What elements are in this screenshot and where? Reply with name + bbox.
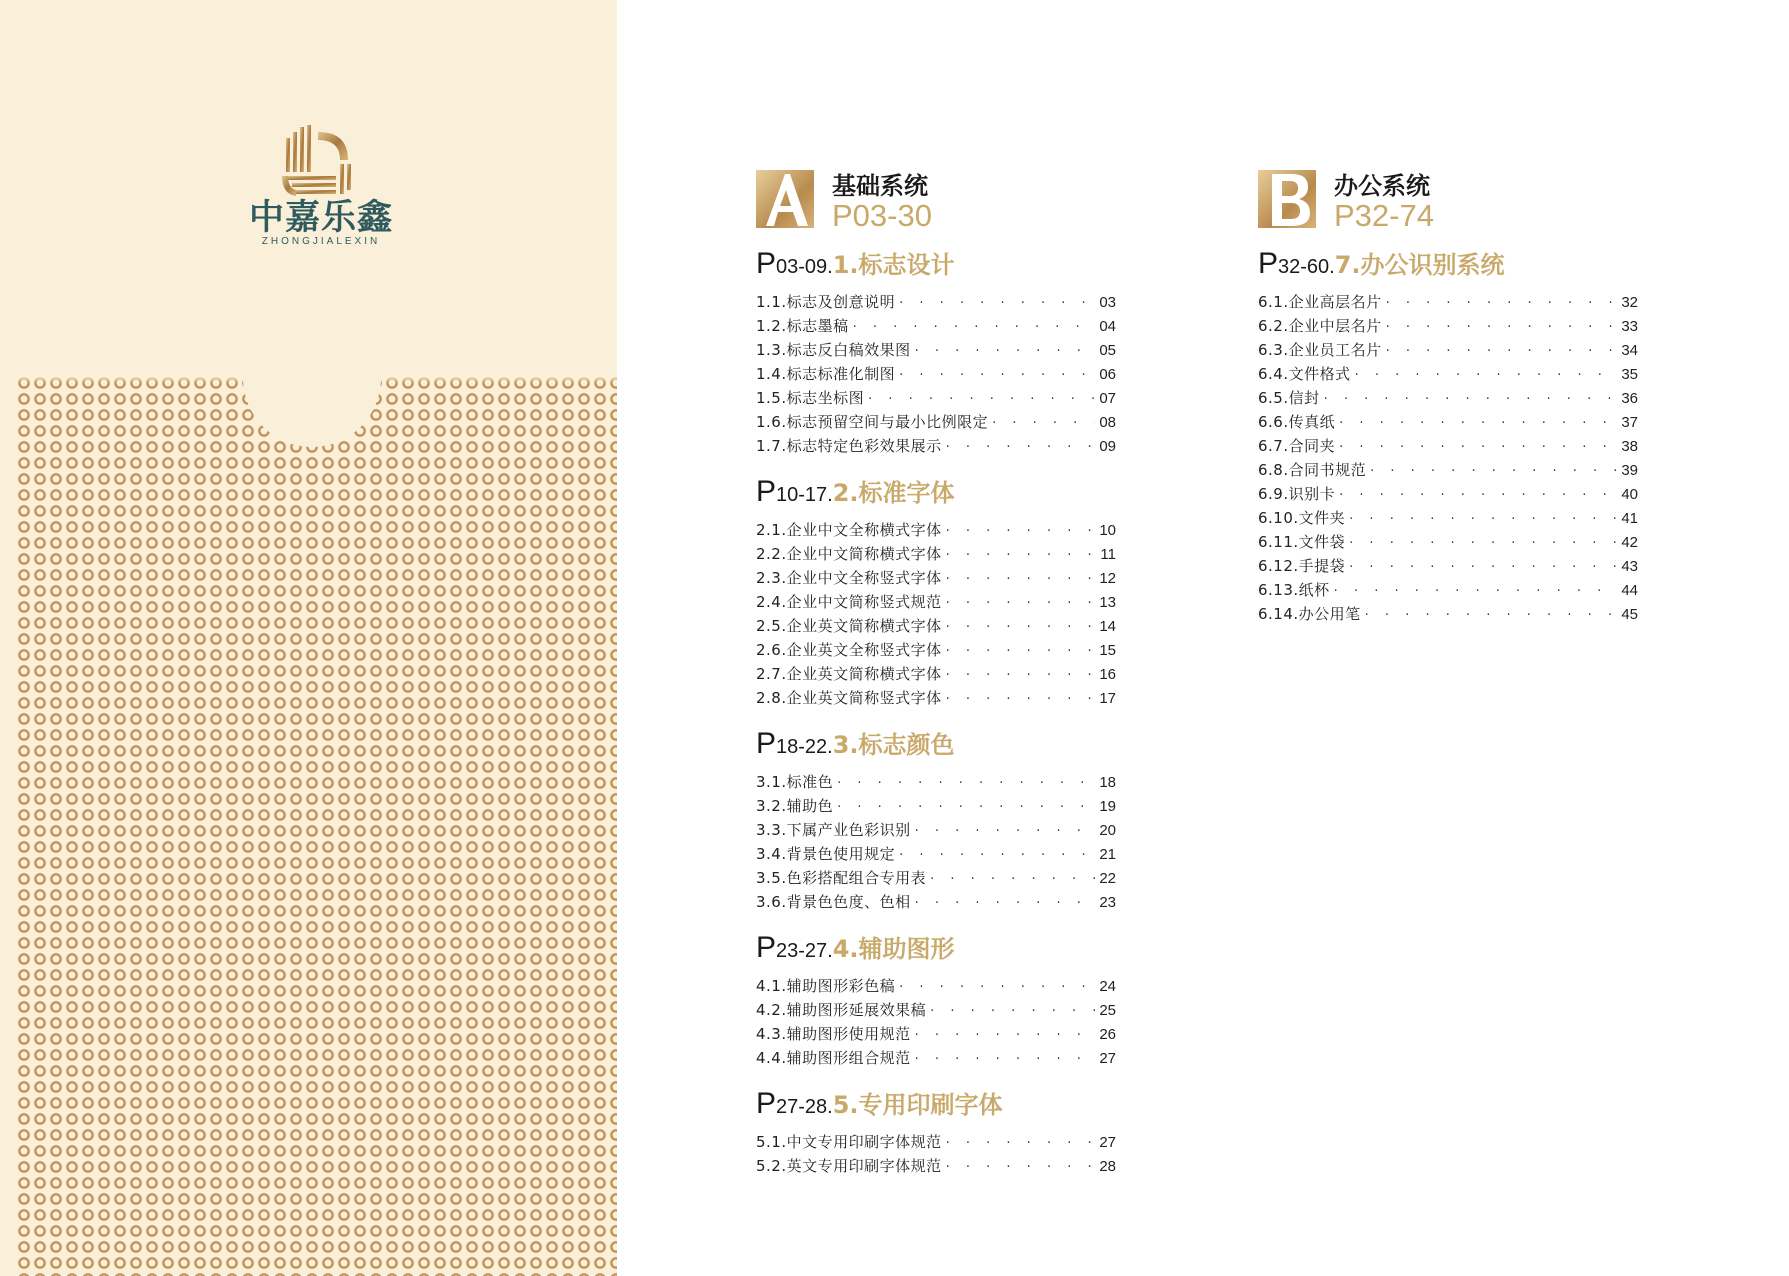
toc-entry-label: 6.7.合同夹 (1258, 437, 1336, 455)
toc-entry-list (756, 974, 1116, 1070)
dot-leader (946, 688, 1096, 712)
toc-entry[interactable] (756, 434, 1116, 458)
toc-entry-page: 22 (1099, 870, 1116, 887)
toc-entry[interactable] (756, 290, 1116, 314)
toc-entry-page: 16 (1099, 666, 1116, 683)
toc-entry-page: 24 (1099, 978, 1116, 995)
toc-entry-label: 1.2.标志墨稿 (756, 317, 849, 335)
toc-entry[interactable] (756, 638, 1116, 662)
toc-entry-label: 2.5.企业英文简称横式字体 (756, 617, 942, 635)
toc-entry-label: 6.1.企业高层名片 (1258, 293, 1382, 311)
toc-entry-label: 5.2.英文专用印刷字体规范 (756, 1157, 942, 1175)
chapter-heading[interactable] (756, 244, 1116, 284)
toc-entry[interactable] (756, 842, 1116, 866)
dot-leader (1355, 364, 1618, 388)
dot-leader (946, 1132, 1096, 1156)
cover-panel (0, 0, 617, 1276)
toc-entry-label: 3.5.色彩搭配组合专用表 (756, 869, 927, 887)
toc-entry[interactable] (1258, 530, 1638, 554)
toc-entry[interactable] (1258, 506, 1638, 530)
toc-entry-label: 1.7.标志特定色彩效果展示 (756, 437, 942, 455)
system-title: 基础系统 (832, 172, 928, 200)
dot-leader (946, 436, 1096, 460)
toc-entry-page: 07 (1099, 390, 1116, 407)
toc-entry-page: 32 (1621, 294, 1638, 311)
dot-leader (946, 520, 1096, 544)
toc-entry-page: 06 (1099, 366, 1116, 383)
toc-entry[interactable] (1258, 554, 1638, 578)
dot-leader (1334, 580, 1618, 604)
toc-entry-label: 2.6.企业英文全称竖式字体 (756, 641, 942, 659)
toc-entry-page: 42 (1621, 534, 1638, 551)
toc-entry-page: 27 (1099, 1134, 1116, 1151)
toc-column-office-system (1258, 170, 1638, 626)
chapter-heading[interactable] (756, 928, 1116, 968)
toc-entry-label: 4.2.辅助图形延展效果稿 (756, 1001, 927, 1019)
dot-leader (915, 1024, 1096, 1048)
dot-leader (946, 592, 1096, 616)
toc-entry-label: 6.13.纸杯 (1258, 581, 1330, 599)
toc-entry-page: 13 (1099, 594, 1116, 611)
toc-entry[interactable] (756, 794, 1116, 818)
toc-entry-page: 09 (1099, 438, 1116, 455)
toc-entry-page: 35 (1621, 366, 1638, 383)
dot-leader (946, 568, 1096, 592)
toc-entry-label: 6.8.合同书规范 (1258, 461, 1367, 479)
toc-entry-page: 03 (1099, 294, 1116, 311)
toc-entry[interactable] (756, 866, 1116, 890)
chapter-page-prefix: P (756, 931, 777, 964)
chapter-page-prefix: P (756, 247, 777, 280)
dot-leader (837, 772, 1095, 796)
chapter-title: 2.标准字体 (832, 479, 955, 507)
toc-entry[interactable] (756, 998, 1116, 1022)
toc-entry-page: 41 (1621, 510, 1638, 527)
toc-entry-label: 3.1.标准色 (756, 773, 834, 791)
toc-entry-label: 4.4.辅助图形组合规范 (756, 1049, 911, 1067)
toc-entry-label: 1.6.标志预留空间与最小比例限定 (756, 413, 989, 431)
toc-entry-label: 4.1.辅助图形彩色稿 (756, 977, 896, 995)
letter-b-icon (1258, 170, 1316, 228)
dot-leader (1386, 316, 1618, 340)
dot-leader (915, 820, 1096, 844)
toc-entry[interactable] (756, 1022, 1116, 1046)
dot-leader (1349, 532, 1617, 556)
chapter-page-prefix: P (756, 1087, 777, 1120)
toc-entry-page: 37 (1621, 414, 1638, 431)
dot-leader (837, 796, 1095, 820)
chapter-heading[interactable] (756, 1084, 1116, 1124)
chapter-page-range: 32-60. (1278, 256, 1335, 278)
toc-entry-list (756, 290, 1116, 458)
toc-entry-page: 45 (1621, 606, 1638, 623)
toc-entry[interactable] (756, 314, 1116, 338)
toc-entry-label: 6.11.文件袋 (1258, 533, 1346, 551)
toc-entry[interactable] (756, 410, 1116, 434)
chapter-page-prefix: P (756, 475, 777, 508)
toc-entry[interactable] (1258, 458, 1638, 482)
dot-leader (915, 340, 1096, 364)
chapter-title: 4.辅助图形 (832, 935, 955, 963)
toc-entry[interactable] (756, 590, 1116, 614)
dot-leader (1339, 484, 1617, 508)
toc-entry[interactable] (1258, 338, 1638, 362)
toc-entry-label: 1.3.标志反白稿效果图 (756, 341, 911, 359)
dot-leader (915, 1048, 1096, 1072)
chapter-title: 1.标志设计 (832, 251, 955, 279)
toc-entry-label: 3.2.辅助色 (756, 797, 834, 815)
toc-entry-label: 6.14.办公用笔 (1258, 605, 1361, 623)
toc-entry[interactable] (1258, 482, 1638, 506)
toc-entry-page: 27 (1099, 1050, 1116, 1067)
dot-leader (1324, 388, 1618, 412)
toc-entry-label: 3.3.下属产业色彩识别 (756, 821, 911, 839)
toc-entry-page: 40 (1621, 486, 1638, 503)
chapter-heading[interactable] (756, 472, 1116, 512)
chapter-title: 3.标志颜色 (832, 731, 955, 759)
chapter-page-range: 23-27. (776, 940, 833, 962)
toc-entry[interactable] (1258, 410, 1638, 434)
dot-leader (899, 976, 1095, 1000)
dot-leader (1339, 412, 1617, 436)
toc-entry[interactable] (1258, 578, 1638, 602)
dot-leader (930, 1000, 1095, 1024)
chapter-page-range: 27-28. (776, 1096, 833, 1118)
toc-entry-label: 1.1.标志及创意说明 (756, 293, 896, 311)
toc-entry-label: 6.10.文件夹 (1258, 509, 1346, 527)
toc-entry[interactable] (756, 1046, 1116, 1070)
toc-entry-page: 21 (1099, 846, 1116, 863)
dot-leader (899, 364, 1095, 388)
toc-entry-label: 2.4.企业中文简称竖式规范 (756, 593, 942, 611)
letter-a-icon (756, 170, 814, 228)
toc-entry-page: 39 (1621, 462, 1638, 479)
dot-leader (946, 1156, 1096, 1180)
toc-entry-page: 19 (1099, 798, 1116, 815)
chapter-page-prefix: P (1258, 247, 1279, 280)
toc-entry-label: 2.2.企业中文简称横式字体 (756, 545, 942, 563)
toc-entry-page: 12 (1099, 570, 1116, 587)
toc-entry[interactable] (756, 686, 1116, 710)
chapter-heading[interactable] (1258, 244, 1638, 284)
toc-entry-page: 28 (1099, 1158, 1116, 1175)
toc-entry[interactable] (1258, 602, 1638, 626)
toc-entry-label: 6.3.企业员工名片 (1258, 341, 1382, 359)
system-header (1258, 170, 1638, 233)
dot-leader (1370, 460, 1617, 484)
chapter-page-range: 18-22. (776, 736, 833, 758)
toc-entry[interactable] (756, 1130, 1116, 1154)
toc-entry-label: 1.4.标志标准化制图 (756, 365, 896, 383)
toc-entry-page: 34 (1621, 342, 1638, 359)
dot-leader (946, 640, 1096, 664)
dot-leader (853, 316, 1096, 340)
dot-leader (1386, 340, 1618, 364)
toc-entry-label: 3.6.背景色色度、色相 (756, 893, 911, 911)
toc-entry-page: 10 (1099, 522, 1116, 539)
toc-entry[interactable] (756, 362, 1116, 386)
chapter-title: 7.办公识别系统 (1334, 251, 1505, 279)
chapter-heading[interactable] (756, 724, 1116, 764)
toc-column-basic-system (756, 170, 1116, 1178)
toc-entry[interactable] (1258, 434, 1638, 458)
brand-name: 中嘉乐鑫 (248, 198, 393, 238)
toc-entry[interactable] (1258, 386, 1638, 410)
toc-entry-page: 04 (1099, 318, 1116, 335)
dot-leader (915, 892, 1096, 916)
toc-entry[interactable] (756, 614, 1116, 638)
toc-entry-page: 44 (1621, 582, 1638, 599)
toc-entry-label: 2.1.企业中文全称横式字体 (756, 521, 942, 539)
toc-entry[interactable] (756, 890, 1116, 914)
toc-entry-label: 6.12.手提袋 (1258, 557, 1346, 575)
toc-entry-page: 38 (1621, 438, 1638, 455)
dot-leader (1339, 436, 1617, 460)
toc-entry-label: 6.2.企业中层名片 (1258, 317, 1382, 335)
toc-entry[interactable] (756, 338, 1116, 362)
toc-entry-label: 2.7.企业英文简称横式字体 (756, 665, 942, 683)
toc-entry-page: 36 (1621, 390, 1638, 407)
toc-entry-label: 4.3.辅助图形使用规范 (756, 1025, 911, 1043)
brand-pinyin: ZHONGJIALEXIN (261, 236, 381, 247)
toc-entry-page: 18 (1099, 774, 1116, 791)
toc-entry-label: 3.4.背景色使用规定 (756, 845, 896, 863)
toc-entry[interactable] (756, 662, 1116, 686)
toc-entry-page: 11 (1100, 546, 1116, 563)
dot-leader (946, 616, 1096, 640)
toc-entry[interactable] (756, 974, 1116, 998)
toc-entry-label: 2.8.企业英文简称竖式字体 (756, 689, 942, 707)
toc-entry[interactable] (756, 770, 1116, 794)
dot-leader (899, 292, 1095, 316)
toc-entry-list (1258, 290, 1638, 626)
dot-leader (1386, 292, 1618, 316)
chapter-page-range: 10-17. (776, 484, 833, 506)
dot-leader (899, 844, 1095, 868)
toc-entry[interactable] (756, 566, 1116, 590)
dot-leader (930, 868, 1095, 892)
chapter-page-range: 03-09. (776, 256, 833, 278)
dot-leader (1349, 556, 1617, 580)
toc-entry[interactable] (756, 818, 1116, 842)
toc-entry[interactable] (756, 1154, 1116, 1178)
toc-entry-label: 6.6.传真纸 (1258, 413, 1336, 431)
toc-entry[interactable] (756, 518, 1116, 542)
toc-entry-page: 43 (1621, 558, 1638, 575)
dot-leader (1365, 604, 1618, 628)
toc-entry-page: 33 (1621, 318, 1638, 335)
toc-entry[interactable] (1258, 362, 1638, 386)
dot-leader (992, 412, 1095, 436)
toc-entry-label: 6.5.信封 (1258, 389, 1320, 407)
system-title: 办公系统 (1334, 172, 1430, 200)
system-page-range: P03-30 (832, 198, 932, 233)
toc-entry-label: 6.9.识别卡 (1258, 485, 1336, 503)
toc-entry-label: 2.3.企业中文全称竖式字体 (756, 569, 942, 587)
toc-entry-list (756, 518, 1116, 710)
toc-entry[interactable] (1258, 290, 1638, 314)
toc-entry-page: 20 (1099, 822, 1116, 839)
dot-leader (868, 388, 1095, 412)
decorative-pattern (16, 375, 617, 1276)
chapter-page-prefix: P (756, 727, 777, 760)
toc-entry-page: 15 (1099, 642, 1116, 659)
dot-leader (1349, 508, 1617, 532)
chapter-title: 5.专用印刷字体 (832, 1091, 1003, 1119)
dot-leader (946, 664, 1096, 688)
toc-entry-label: 1.5.标志坐标图 (756, 389, 865, 407)
toc-entry-label: 6.4.文件格式 (1258, 365, 1351, 383)
toc-entry-page: 26 (1099, 1026, 1116, 1043)
toc-entry-page: 25 (1099, 1002, 1116, 1019)
toc-entry-label: 5.1.中文专用印刷字体规范 (756, 1133, 942, 1151)
toc-entry[interactable] (756, 386, 1116, 410)
toc-entry-page: 14 (1099, 618, 1116, 635)
toc-entry[interactable] (1258, 314, 1638, 338)
toc-entry[interactable] (756, 542, 1116, 566)
brand-logo-icon (278, 124, 354, 200)
toc-entry-page: 08 (1099, 414, 1116, 431)
dot-leader (946, 544, 1097, 568)
toc-entry-page: 17 (1099, 690, 1116, 707)
system-header (756, 170, 1116, 233)
toc-entry-list (756, 770, 1116, 914)
system-page-range: P32-74 (1334, 198, 1434, 233)
toc-entry-page: 23 (1099, 894, 1116, 911)
toc-entry-page: 05 (1099, 342, 1116, 359)
toc-entry-list (756, 1130, 1116, 1178)
